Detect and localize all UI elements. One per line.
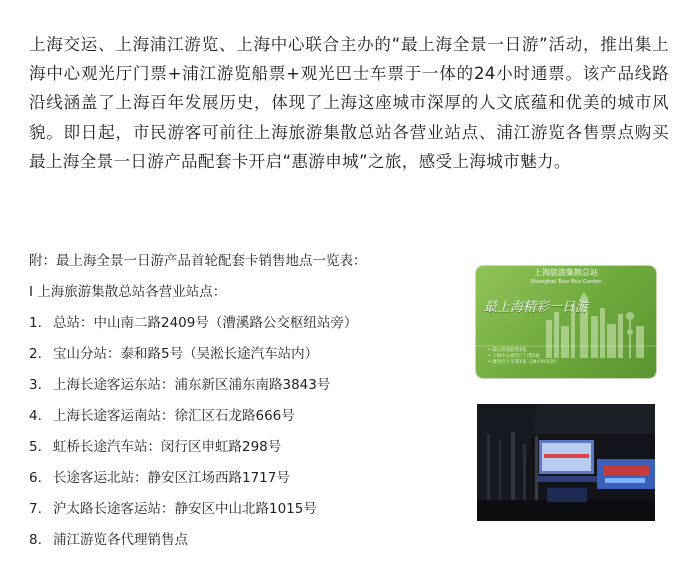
- item-text: 上海长途客运东站：浦东新区浦东南路3843号: [53, 377, 331, 393]
- list-item: [29, 308, 469, 339]
- item-number: 3.: [29, 377, 42, 393]
- list-item: [29, 401, 469, 432]
- item-text: 虹桥长途汽车站：闵行区申虹路298号: [53, 439, 282, 455]
- item-number: 8.: [29, 532, 42, 548]
- card-header: [476, 266, 656, 289]
- intro-paragraph: 上海交运、上海浦江游览、上海中心联合主办的“最上海全景一日游”活动，推出集上海中心观光厅门票+浦江游览船票+观光巴士车票于一体的24小时通票。该产品线路沿线涵盖了上海百年发展历史，体现了上海这座城市深厚的人文底蕴和优美的城市风貌。即日起，市民游客可前往上海旅游集散总站各营业站点、浦江游览各售票点购买最上海全景一日游产品配套卡开启“惠游申城”之旅，感受上海城市魅力。: [29, 35, 669, 171]
- list-item: [29, 463, 469, 494]
- card-benefit: • 观光巴士车票1张（24小时有效）: [488, 360, 560, 365]
- list-item: [29, 494, 469, 525]
- list-item: [29, 339, 469, 370]
- card-benefit: • 上海中心观光厅门票1张: [488, 354, 540, 359]
- item-number: 1.: [29, 315, 42, 331]
- item-text: 上海长途客运南站：徐汇区石龙路666号: [53, 408, 295, 424]
- tour-card-image: [476, 266, 656, 378]
- card-benefit: • 浦江游览船票1张: [488, 348, 527, 353]
- card-brand-en: Shanghai Tour Bus Center: [530, 279, 602, 285]
- sales-heading: 附：最上海全景一日游产品首轮配套卡销售地点一览表：: [29, 253, 367, 269]
- item-number: 6.: [29, 470, 42, 486]
- item-number: 7.: [29, 501, 42, 517]
- list-item: [29, 432, 469, 463]
- item-text: 宝山分站：泰和路5号（吴淞长途汽车站内）: [53, 346, 319, 362]
- section-heading: I 上海旅游集散总站各营业站点：: [29, 284, 227, 300]
- exhibition-booth-photo: [477, 404, 655, 521]
- sales-location-list: [29, 246, 469, 556]
- item-text: 长途客运北站：静安区江场西路1717号: [53, 470, 290, 486]
- item-text: 沪太路长途客运站：静安区中山北路1015号: [53, 501, 317, 517]
- item-text: 浦江游览各代理销售点: [53, 532, 188, 548]
- item-number: 5.: [29, 439, 42, 455]
- card-benefits: [488, 348, 559, 366]
- exhibition-scene-graphic: [477, 404, 655, 521]
- item-number: 4.: [29, 408, 42, 424]
- card-title: 最上海精彩一日游: [484, 300, 589, 315]
- list-item: [29, 370, 469, 401]
- item-text: 总站：中山南二路2409号（漕溪路公交枢纽站旁）: [53, 315, 358, 331]
- list-item: [29, 525, 469, 556]
- card-brand: 上海旅游集散总站: [534, 268, 598, 277]
- item-number: 2.: [29, 346, 42, 362]
